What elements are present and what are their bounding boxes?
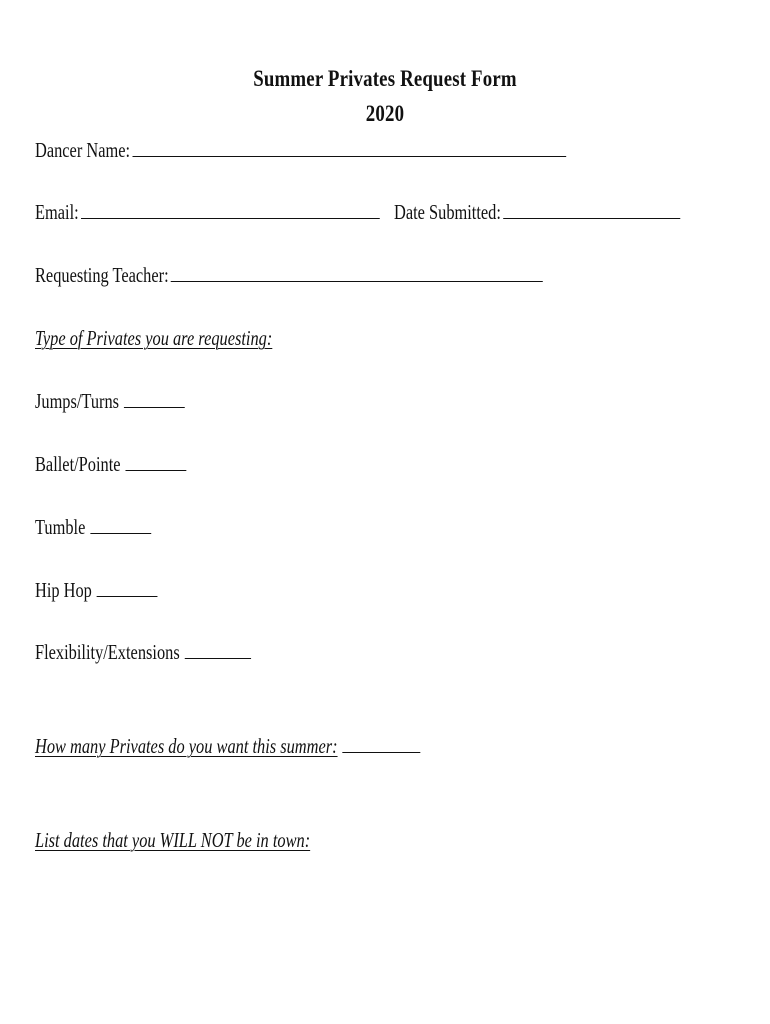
privates-type-heading-row xyxy=(35,326,272,350)
privates-option-label: Flexibility/Extensions xyxy=(35,640,180,664)
privates-option-label: Ballet/Pointe xyxy=(35,452,121,476)
dancer-name-field[interactable] xyxy=(132,138,566,157)
dancer-name-label: Dancer Name: xyxy=(35,138,131,162)
privates-option-tumble xyxy=(35,515,151,539)
how-many-row xyxy=(35,734,420,758)
email-label: Email: xyxy=(35,200,79,224)
email-field[interactable] xyxy=(81,200,380,219)
form-year: 2020 xyxy=(365,101,405,126)
privates-option-label: Jumps/Turns xyxy=(35,389,120,413)
how-many-field[interactable] xyxy=(342,734,420,753)
form-title: Summer Privates Request Form xyxy=(253,66,517,91)
date-submitted-label: Date Submitted: xyxy=(394,200,501,224)
requesting-teacher-label: Requesting Teacher: xyxy=(35,263,169,287)
privates-option-hip-hop xyxy=(35,578,157,602)
privates-option-field[interactable] xyxy=(124,389,185,408)
privates-option-field[interactable] xyxy=(184,640,250,659)
privates-option-jumps-turns xyxy=(35,389,185,413)
privates-option-label: Tumble xyxy=(35,515,86,539)
date-submitted-field[interactable] xyxy=(503,200,680,219)
privates-option-field[interactable] xyxy=(125,452,186,471)
email-row xyxy=(35,200,380,224)
dancer-name-row xyxy=(35,138,566,162)
privates-option-field[interactable] xyxy=(97,578,158,597)
privates-option-field[interactable] xyxy=(90,515,151,534)
dates-out-row xyxy=(35,828,310,852)
requesting-teacher-field[interactable] xyxy=(171,263,543,282)
how-many-label: How many Privates do you want this summer: xyxy=(35,734,338,758)
privates-option-label: Hip Hop xyxy=(35,578,92,602)
privates-type-heading: Type of Privates you are requesting: xyxy=(35,326,273,350)
dates-out-label: List dates that you WILL NOT be in town: xyxy=(35,828,311,852)
privates-option-flexibility-extensions xyxy=(35,640,251,664)
privates-option-ballet-pointe xyxy=(35,452,186,476)
date-submitted-row xyxy=(394,200,680,224)
requesting-teacher-row xyxy=(35,263,543,287)
